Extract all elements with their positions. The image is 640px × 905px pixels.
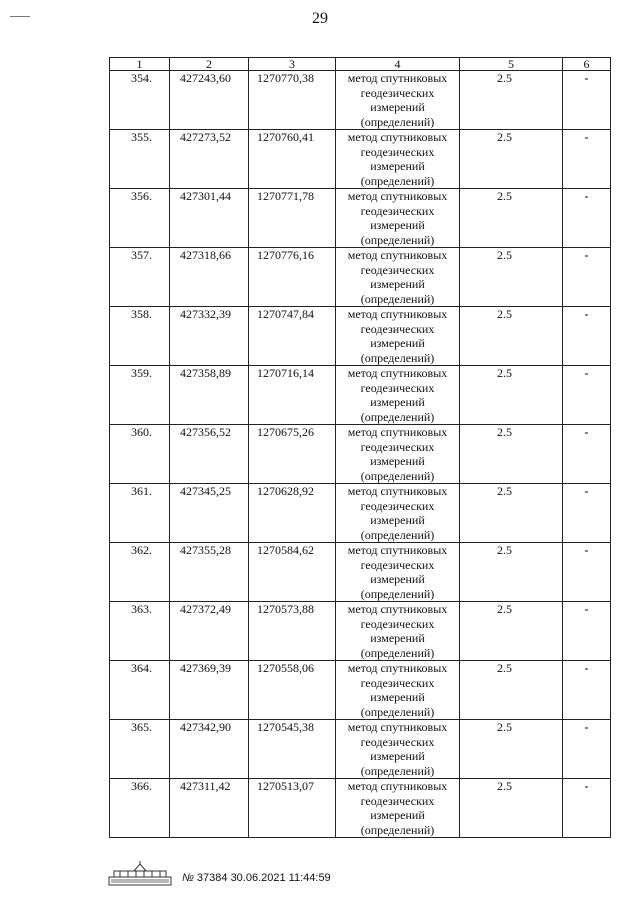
y-coordinate-cell: 1270513,07 xyxy=(249,779,336,838)
table-row xyxy=(110,425,611,484)
method-cell: метод спутниковых геодезических измерений (определений) xyxy=(336,720,460,779)
note-cell: - xyxy=(563,484,611,543)
method-cell: метод спутниковых геодезических измерений (определений) xyxy=(336,425,460,484)
y-coordinate-cell: 1270573,88 xyxy=(249,602,336,661)
y-coordinate-cell: 1270747,84 xyxy=(249,307,336,366)
accuracy-cell: 2.5 xyxy=(460,720,563,779)
table-row xyxy=(110,307,611,366)
x-coordinate-cell: 427372,49 xyxy=(170,602,249,661)
x-coordinate-cell: 427311,42 xyxy=(170,779,249,838)
column-header: 1 xyxy=(110,58,170,71)
table-row xyxy=(110,720,611,779)
page-number: 29 xyxy=(312,10,328,27)
point-number-cell: 362. xyxy=(110,543,170,602)
note-cell: - xyxy=(563,425,611,484)
table-row xyxy=(110,661,611,720)
point-number-cell: 358. xyxy=(110,307,170,366)
accuracy-cell: 2.5 xyxy=(460,484,563,543)
note-cell: - xyxy=(563,720,611,779)
x-coordinate-cell: 427301,44 xyxy=(170,189,249,248)
accuracy-cell: 2.5 xyxy=(460,248,563,307)
method-cell: метод спутниковых геодезических измерений (определений) xyxy=(336,602,460,661)
y-coordinate-cell: 1270760,41 xyxy=(249,130,336,189)
registration-number-date: 37384 30.06.2021 11:44:59 xyxy=(196,872,331,884)
x-coordinate-cell: 427356,52 xyxy=(170,425,249,484)
note-cell: - xyxy=(563,779,611,838)
table-row xyxy=(110,130,611,189)
accuracy-cell: 2.5 xyxy=(460,307,563,366)
table-row xyxy=(110,71,611,130)
number-sign: № xyxy=(182,872,194,884)
table-header-row xyxy=(110,58,611,71)
table-row xyxy=(110,189,611,248)
note-cell: - xyxy=(563,543,611,602)
table-row xyxy=(110,543,611,602)
accuracy-cell: 2.5 xyxy=(460,661,563,720)
method-cell: метод спутниковых геодезических измерений (определений) xyxy=(336,189,460,248)
note-cell: - xyxy=(563,661,611,720)
y-coordinate-cell: 1270545,38 xyxy=(249,720,336,779)
x-coordinate-cell: 427342,90 xyxy=(170,720,249,779)
column-header: 6 xyxy=(563,58,611,71)
x-coordinate-cell: 427243,60 xyxy=(170,71,249,130)
accuracy-cell: 2.5 xyxy=(460,425,563,484)
point-number-cell: 355. xyxy=(110,130,170,189)
method-cell: метод спутниковых геодезических измерений (определений) xyxy=(336,130,460,189)
point-number-cell: 363. xyxy=(110,602,170,661)
y-coordinate-cell: 1270584,62 xyxy=(249,543,336,602)
note-cell: - xyxy=(563,307,611,366)
point-number-cell: 356. xyxy=(110,189,170,248)
accuracy-cell: 2.5 xyxy=(460,366,563,425)
x-coordinate-cell: 427369,39 xyxy=(170,661,249,720)
note-cell: - xyxy=(563,189,611,248)
y-coordinate-cell: 1270770,38 xyxy=(249,71,336,130)
method-cell: метод спутниковых геодезических измерений (определений) xyxy=(336,366,460,425)
note-cell: - xyxy=(563,366,611,425)
column-header: 2 xyxy=(170,58,249,71)
method-cell: метод спутниковых геодезических измерений (определений) xyxy=(336,248,460,307)
point-number-cell: 354. xyxy=(110,71,170,130)
table-row xyxy=(110,602,611,661)
accuracy-cell: 2.5 xyxy=(460,71,563,130)
method-cell: метод спутниковых геодезических измерений (определений) xyxy=(336,543,460,602)
y-coordinate-cell: 1270675,26 xyxy=(249,425,336,484)
point-number-cell: 357. xyxy=(110,248,170,307)
point-number-cell: 359. xyxy=(110,366,170,425)
x-coordinate-cell: 427332,39 xyxy=(170,307,249,366)
column-header: 4 xyxy=(336,58,460,71)
note-cell: - xyxy=(563,248,611,307)
method-cell: метод спутниковых геодезических измерений (определений) xyxy=(336,71,460,130)
point-number-cell: 360. xyxy=(110,425,170,484)
registration-footer xyxy=(108,860,331,886)
column-header: 3 xyxy=(249,58,336,71)
y-coordinate-cell: 1270771,78 xyxy=(249,189,336,248)
accuracy-cell: 2.5 xyxy=(460,602,563,661)
note-cell: - xyxy=(563,71,611,130)
note-cell: - xyxy=(563,130,611,189)
method-cell: метод спутниковых геодезических измерений (определений) xyxy=(336,779,460,838)
building-seal-icon xyxy=(108,860,172,886)
point-number-cell: 364. xyxy=(110,661,170,720)
registration-stamp xyxy=(182,872,331,884)
accuracy-cell: 2.5 xyxy=(460,130,563,189)
table-row xyxy=(110,366,611,425)
coordinates-table xyxy=(109,57,611,838)
method-cell: метод спутниковых геодезических измерений (определений) xyxy=(336,484,460,543)
method-cell: метод спутниковых геодезических измерений (определений) xyxy=(336,661,460,720)
x-coordinate-cell: 427318,66 xyxy=(170,248,249,307)
point-number-cell: 365. xyxy=(110,720,170,779)
x-coordinate-cell: 427358,89 xyxy=(170,366,249,425)
table-row xyxy=(110,248,611,307)
table-row xyxy=(110,484,611,543)
y-coordinate-cell: 1270776,16 xyxy=(249,248,336,307)
y-coordinate-cell: 1270558,06 xyxy=(249,661,336,720)
accuracy-cell: 2.5 xyxy=(460,543,563,602)
accuracy-cell: 2.5 xyxy=(460,189,563,248)
table-row xyxy=(110,779,611,838)
column-header: 5 xyxy=(460,58,563,71)
x-coordinate-cell: 427345,25 xyxy=(170,484,249,543)
note-cell: - xyxy=(563,602,611,661)
point-number-cell: 366. xyxy=(110,779,170,838)
x-coordinate-cell: 427355,28 xyxy=(170,543,249,602)
accuracy-cell: 2.5 xyxy=(460,779,563,838)
y-coordinate-cell: 1270628,92 xyxy=(249,484,336,543)
point-number-cell: 361. xyxy=(110,484,170,543)
method-cell: метод спутниковых геодезических измерений (определений) xyxy=(336,307,460,366)
x-coordinate-cell: 427273,52 xyxy=(170,130,249,189)
y-coordinate-cell: 1270716,14 xyxy=(249,366,336,425)
